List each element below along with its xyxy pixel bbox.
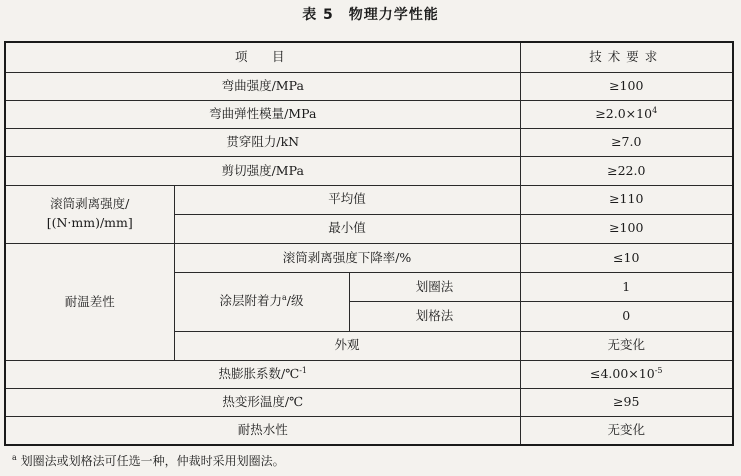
footnote bbox=[12, 452, 285, 469]
value-base: ≤4.00×10 bbox=[590, 366, 655, 382]
peel-min-value: ≥100 bbox=[520, 214, 733, 243]
peel-avg-label: 平均值 bbox=[174, 185, 520, 214]
circle-label: 划圈法 bbox=[349, 273, 520, 302]
row-label: 弯曲强度/MPa bbox=[5, 72, 520, 100]
properties-table bbox=[4, 41, 734, 446]
grid-label: 划格法 bbox=[349, 302, 520, 331]
table-title: 表 5 物理力学性能 bbox=[302, 7, 439, 23]
footnote-mark: a bbox=[12, 453, 17, 462]
header-row bbox=[5, 42, 733, 72]
row-label: 热变形温度/℃ bbox=[5, 389, 520, 417]
row-value: 无变化 bbox=[520, 417, 733, 445]
row-label: 弯曲弹性模量/MPa bbox=[5, 100, 520, 128]
table-row bbox=[5, 129, 733, 157]
value-exponent: 4 bbox=[652, 106, 658, 116]
row-label: 剪切强度/MPa bbox=[5, 157, 520, 185]
peel-drop-value: ≤10 bbox=[520, 243, 733, 272]
table-row bbox=[5, 389, 733, 417]
table-row bbox=[5, 360, 733, 388]
table-row bbox=[5, 72, 733, 100]
table-row bbox=[5, 417, 733, 445]
circle-value: 1 bbox=[520, 273, 733, 302]
peel-label-line2: [(N·mm)/mm] bbox=[46, 215, 133, 231]
adhesion-label bbox=[174, 273, 349, 331]
peel-avg-value: ≥110 bbox=[520, 185, 733, 214]
table-row bbox=[5, 157, 733, 185]
grid-value: 0 bbox=[520, 302, 733, 331]
appearance-label: 外观 bbox=[174, 331, 520, 360]
table-row bbox=[5, 185, 733, 214]
adhesion-label-unit: /级 bbox=[286, 293, 304, 309]
value-exponent: -5 bbox=[654, 365, 663, 375]
peel-label bbox=[5, 185, 174, 243]
row-value: ≥95 bbox=[520, 389, 733, 417]
row-value bbox=[520, 360, 733, 388]
temp-label: 耐温差性 bbox=[5, 243, 174, 360]
row-label: 贯穿阻力/kN bbox=[5, 129, 520, 157]
row-value: ≥22.0 bbox=[520, 157, 733, 185]
header-requirement: 技术要求 bbox=[520, 42, 733, 72]
appearance-value: 无变化 bbox=[520, 331, 733, 360]
row-value bbox=[520, 100, 733, 128]
value-base: ≥2.0×10 bbox=[595, 106, 653, 122]
expansion-label-text: 热膨胀系数/℃ bbox=[218, 366, 300, 382]
peel-label-line1: 滚筒剥离强度/ bbox=[50, 196, 130, 212]
adhesion-label-text: 涂层附着力 bbox=[219, 293, 282, 309]
table-row bbox=[5, 100, 733, 128]
peel-drop-label: 滚筒剥离强度下降率/% bbox=[174, 243, 520, 272]
header-item: 项 目 bbox=[5, 42, 520, 72]
expansion-label-exp: -1 bbox=[299, 365, 307, 375]
row-value: ≥7.0 bbox=[520, 129, 733, 157]
peel-min-label: 最小值 bbox=[174, 214, 520, 243]
footnote-text: 划圈法或划格法可任选一种，仲裁时采用划圈法。 bbox=[20, 454, 285, 468]
row-value: ≥100 bbox=[520, 72, 733, 100]
row-label: 耐热水性 bbox=[5, 417, 520, 445]
table-row bbox=[5, 243, 733, 272]
row-label bbox=[5, 360, 520, 388]
footnote-marker: a bbox=[282, 293, 287, 303]
